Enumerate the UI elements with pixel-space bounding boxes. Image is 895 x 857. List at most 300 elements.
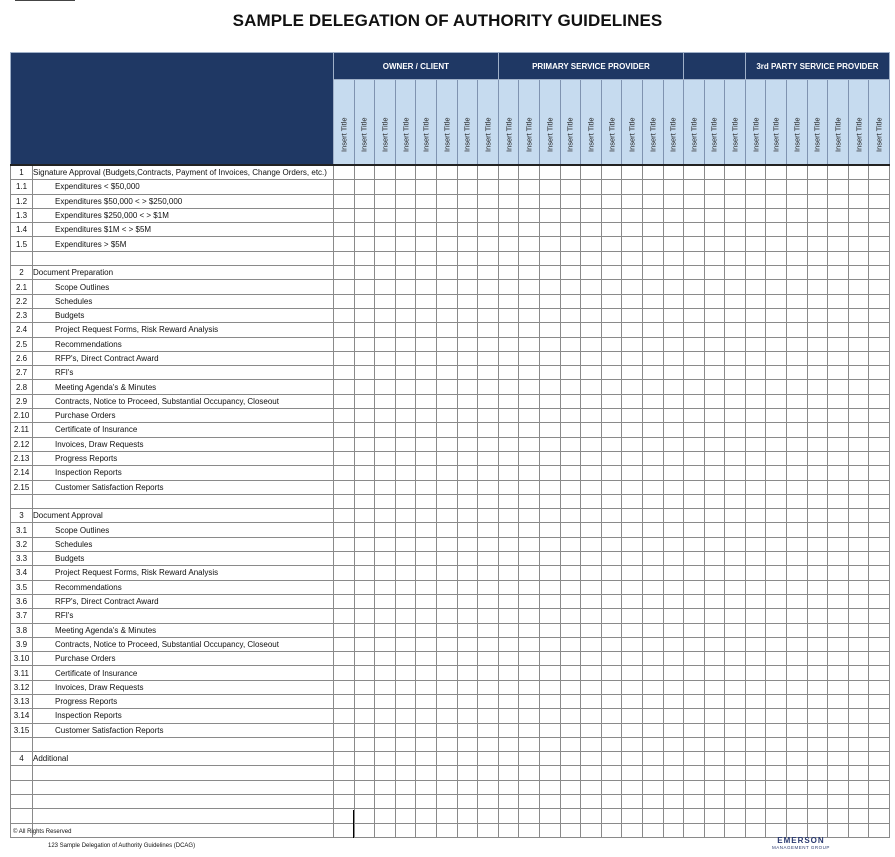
matrix-cell[interactable] <box>416 223 437 237</box>
matrix-cell[interactable] <box>725 423 746 437</box>
matrix-cell[interactable] <box>395 694 416 708</box>
matrix-cell[interactable] <box>807 666 828 680</box>
matrix-cell[interactable] <box>581 323 602 337</box>
matrix-cell[interactable] <box>848 208 869 222</box>
matrix-cell[interactable] <box>375 266 396 280</box>
matrix-cell[interactable] <box>704 623 725 637</box>
matrix-cell[interactable] <box>581 694 602 708</box>
matrix-cell[interactable] <box>828 194 849 208</box>
matrix-cell[interactable] <box>436 366 457 380</box>
matrix-cell[interactable] <box>395 494 416 508</box>
matrix-cell[interactable] <box>601 494 622 508</box>
matrix-cell[interactable] <box>581 237 602 251</box>
matrix-cell[interactable] <box>498 552 519 566</box>
matrix-cell[interactable] <box>560 594 581 608</box>
matrix-cell[interactable] <box>787 180 808 194</box>
matrix-cell[interactable] <box>416 637 437 651</box>
matrix-cell[interactable] <box>581 666 602 680</box>
matrix-cell[interactable] <box>787 795 808 809</box>
matrix-cell[interactable] <box>375 680 396 694</box>
matrix-cell[interactable] <box>787 494 808 508</box>
matrix-cell[interactable] <box>622 451 643 465</box>
matrix-cell[interactable] <box>684 165 705 180</box>
matrix-cell[interactable] <box>828 566 849 580</box>
matrix-cell[interactable] <box>828 737 849 751</box>
matrix-cell[interactable] <box>498 409 519 423</box>
matrix-cell[interactable] <box>684 494 705 508</box>
matrix-cell[interactable] <box>498 566 519 580</box>
matrix-cell[interactable] <box>704 523 725 537</box>
matrix-cell[interactable] <box>622 509 643 523</box>
matrix-cell[interactable] <box>807 294 828 308</box>
matrix-cell[interactable] <box>436 180 457 194</box>
matrix-cell[interactable] <box>395 266 416 280</box>
matrix-cell[interactable] <box>684 609 705 623</box>
matrix-cell[interactable] <box>848 580 869 594</box>
matrix-cell[interactable] <box>828 666 849 680</box>
column-title-header[interactable] <box>869 80 890 166</box>
matrix-cell[interactable] <box>395 437 416 451</box>
column-title-header[interactable] <box>395 80 416 166</box>
matrix-cell[interactable] <box>601 566 622 580</box>
matrix-cell[interactable] <box>869 466 890 480</box>
matrix-cell[interactable] <box>725 766 746 780</box>
matrix-cell[interactable] <box>601 680 622 694</box>
matrix-cell[interactable] <box>869 423 890 437</box>
matrix-cell[interactable] <box>622 280 643 294</box>
matrix-cell[interactable] <box>539 323 560 337</box>
matrix-cell[interactable] <box>704 795 725 809</box>
matrix-cell[interactable] <box>519 680 540 694</box>
matrix-cell[interactable] <box>725 466 746 480</box>
matrix-cell[interactable] <box>416 737 437 751</box>
matrix-cell[interactable] <box>745 323 766 337</box>
matrix-cell[interactable] <box>395 509 416 523</box>
matrix-cell[interactable] <box>828 694 849 708</box>
column-title-header[interactable] <box>498 80 519 166</box>
matrix-cell[interactable] <box>848 823 869 837</box>
matrix-cell[interactable] <box>581 294 602 308</box>
matrix-cell[interactable] <box>704 566 725 580</box>
matrix-cell[interactable] <box>601 652 622 666</box>
matrix-cell[interactable] <box>354 580 375 594</box>
matrix-cell[interactable] <box>642 251 663 265</box>
matrix-cell[interactable] <box>395 552 416 566</box>
matrix-cell[interactable] <box>807 480 828 494</box>
matrix-cell[interactable] <box>354 509 375 523</box>
matrix-cell[interactable] <box>478 280 499 294</box>
matrix-cell[interactable] <box>869 752 890 766</box>
matrix-cell[interactable] <box>334 308 355 322</box>
matrix-cell[interactable] <box>807 737 828 751</box>
matrix-cell[interactable] <box>519 780 540 794</box>
matrix-cell[interactable] <box>457 752 478 766</box>
matrix-cell[interactable] <box>807 494 828 508</box>
matrix-cell[interactable] <box>766 694 787 708</box>
matrix-cell[interactable] <box>787 266 808 280</box>
matrix-cell[interactable] <box>601 394 622 408</box>
matrix-cell[interactable] <box>787 366 808 380</box>
matrix-cell[interactable] <box>869 795 890 809</box>
matrix-cell[interactable] <box>519 723 540 737</box>
matrix-cell[interactable] <box>787 694 808 708</box>
matrix-cell[interactable] <box>354 752 375 766</box>
matrix-cell[interactable] <box>354 194 375 208</box>
matrix-cell[interactable] <box>395 766 416 780</box>
matrix-cell[interactable] <box>478 208 499 222</box>
matrix-cell[interactable] <box>684 737 705 751</box>
matrix-cell[interactable] <box>416 780 437 794</box>
matrix-cell[interactable] <box>581 466 602 480</box>
matrix-cell[interactable] <box>416 552 437 566</box>
matrix-cell[interactable] <box>539 165 560 180</box>
matrix-cell[interactable] <box>828 523 849 537</box>
matrix-cell[interactable] <box>560 337 581 351</box>
matrix-cell[interactable] <box>601 737 622 751</box>
matrix-cell[interactable] <box>416 652 437 666</box>
matrix-cell[interactable] <box>498 308 519 322</box>
matrix-cell[interactable] <box>704 366 725 380</box>
matrix-cell[interactable] <box>560 423 581 437</box>
matrix-cell[interactable] <box>642 652 663 666</box>
matrix-cell[interactable] <box>704 180 725 194</box>
matrix-cell[interactable] <box>560 609 581 623</box>
matrix-cell[interactable] <box>622 709 643 723</box>
matrix-cell[interactable] <box>457 366 478 380</box>
matrix-cell[interactable] <box>828 752 849 766</box>
matrix-cell[interactable] <box>436 380 457 394</box>
matrix-cell[interactable] <box>457 208 478 222</box>
matrix-cell[interactable] <box>354 366 375 380</box>
matrix-cell[interactable] <box>725 409 746 423</box>
matrix-cell[interactable] <box>766 366 787 380</box>
matrix-cell[interactable] <box>539 237 560 251</box>
matrix-cell[interactable] <box>354 308 375 322</box>
matrix-cell[interactable] <box>498 323 519 337</box>
matrix-cell[interactable] <box>828 308 849 322</box>
matrix-cell[interactable] <box>498 580 519 594</box>
matrix-cell[interactable] <box>354 666 375 680</box>
matrix-cell[interactable] <box>334 552 355 566</box>
matrix-cell[interactable] <box>334 809 355 823</box>
matrix-cell[interactable] <box>436 780 457 794</box>
matrix-cell[interactable] <box>395 323 416 337</box>
matrix-cell[interactable] <box>663 394 684 408</box>
matrix-cell[interactable] <box>519 537 540 551</box>
matrix-cell[interactable] <box>663 237 684 251</box>
matrix-cell[interactable] <box>539 823 560 837</box>
matrix-cell[interactable] <box>581 437 602 451</box>
matrix-cell[interactable] <box>581 823 602 837</box>
matrix-cell[interactable] <box>519 409 540 423</box>
matrix-cell[interactable] <box>766 580 787 594</box>
matrix-cell[interactable] <box>457 580 478 594</box>
matrix-cell[interactable] <box>436 623 457 637</box>
matrix-cell[interactable] <box>354 409 375 423</box>
matrix-cell[interactable] <box>478 652 499 666</box>
matrix-cell[interactable] <box>601 165 622 180</box>
matrix-cell[interactable] <box>642 280 663 294</box>
matrix-cell[interactable] <box>539 480 560 494</box>
matrix-cell[interactable] <box>581 795 602 809</box>
matrix-cell[interactable] <box>642 308 663 322</box>
matrix-cell[interactable] <box>766 509 787 523</box>
matrix-cell[interactable] <box>581 766 602 780</box>
matrix-cell[interactable] <box>436 323 457 337</box>
matrix-cell[interactable] <box>436 552 457 566</box>
matrix-cell[interactable] <box>436 294 457 308</box>
matrix-cell[interactable] <box>848 652 869 666</box>
matrix-cell[interactable] <box>395 480 416 494</box>
matrix-cell[interactable] <box>375 180 396 194</box>
matrix-cell[interactable] <box>663 680 684 694</box>
matrix-cell[interactable] <box>375 194 396 208</box>
matrix-cell[interactable] <box>539 337 560 351</box>
matrix-cell[interactable] <box>457 280 478 294</box>
matrix-cell[interactable] <box>519 351 540 365</box>
matrix-cell[interactable] <box>745 308 766 322</box>
matrix-cell[interactable] <box>601 537 622 551</box>
matrix-cell[interactable] <box>828 323 849 337</box>
matrix-cell[interactable] <box>375 623 396 637</box>
matrix-cell[interactable] <box>766 165 787 180</box>
matrix-cell[interactable] <box>560 280 581 294</box>
matrix-cell[interactable] <box>560 351 581 365</box>
matrix-cell[interactable] <box>354 480 375 494</box>
matrix-cell[interactable] <box>560 494 581 508</box>
matrix-cell[interactable] <box>581 266 602 280</box>
matrix-cell[interactable] <box>766 308 787 322</box>
matrix-cell[interactable] <box>663 780 684 794</box>
matrix-cell[interactable] <box>539 566 560 580</box>
matrix-cell[interactable] <box>601 623 622 637</box>
matrix-cell[interactable] <box>498 623 519 637</box>
matrix-cell[interactable] <box>766 294 787 308</box>
matrix-cell[interactable] <box>354 323 375 337</box>
matrix-cell[interactable] <box>869 494 890 508</box>
matrix-cell[interactable] <box>766 523 787 537</box>
matrix-cell[interactable] <box>663 594 684 608</box>
matrix-cell[interactable] <box>519 237 540 251</box>
matrix-cell[interactable] <box>684 823 705 837</box>
matrix-cell[interactable] <box>539 766 560 780</box>
matrix-cell[interactable] <box>848 337 869 351</box>
matrix-cell[interactable] <box>498 766 519 780</box>
matrix-cell[interactable] <box>519 437 540 451</box>
matrix-cell[interactable] <box>745 594 766 608</box>
matrix-cell[interactable] <box>478 223 499 237</box>
matrix-cell[interactable] <box>704 394 725 408</box>
matrix-cell[interactable] <box>560 237 581 251</box>
matrix-cell[interactable] <box>869 737 890 751</box>
matrix-cell[interactable] <box>725 537 746 551</box>
matrix-cell[interactable] <box>560 266 581 280</box>
matrix-cell[interactable] <box>745 623 766 637</box>
matrix-cell[interactable] <box>642 294 663 308</box>
matrix-cell[interactable] <box>354 180 375 194</box>
matrix-cell[interactable] <box>334 337 355 351</box>
matrix-cell[interactable] <box>725 509 746 523</box>
matrix-cell[interactable] <box>787 752 808 766</box>
matrix-cell[interactable] <box>601 723 622 737</box>
matrix-cell[interactable] <box>663 666 684 680</box>
matrix-cell[interactable] <box>375 766 396 780</box>
matrix-cell[interactable] <box>375 466 396 480</box>
matrix-cell[interactable] <box>478 766 499 780</box>
matrix-cell[interactable] <box>663 637 684 651</box>
matrix-cell[interactable] <box>416 594 437 608</box>
matrix-cell[interactable] <box>581 652 602 666</box>
matrix-cell[interactable] <box>684 323 705 337</box>
matrix-cell[interactable] <box>334 223 355 237</box>
matrix-cell[interactable] <box>787 737 808 751</box>
matrix-cell[interactable] <box>539 780 560 794</box>
matrix-cell[interactable] <box>663 180 684 194</box>
matrix-cell[interactable] <box>766 737 787 751</box>
matrix-cell[interactable] <box>354 637 375 651</box>
matrix-cell[interactable] <box>457 652 478 666</box>
matrix-cell[interactable] <box>601 795 622 809</box>
matrix-cell[interactable] <box>848 737 869 751</box>
matrix-cell[interactable] <box>539 366 560 380</box>
matrix-cell[interactable] <box>416 294 437 308</box>
matrix-cell[interactable] <box>704 294 725 308</box>
matrix-cell[interactable] <box>704 537 725 551</box>
matrix-cell[interactable] <box>787 480 808 494</box>
matrix-cell[interactable] <box>334 394 355 408</box>
matrix-cell[interactable] <box>354 523 375 537</box>
matrix-cell[interactable] <box>395 680 416 694</box>
matrix-cell[interactable] <box>375 666 396 680</box>
matrix-cell[interactable] <box>498 494 519 508</box>
matrix-cell[interactable] <box>848 451 869 465</box>
matrix-cell[interactable] <box>766 251 787 265</box>
matrix-cell[interactable] <box>519 251 540 265</box>
matrix-cell[interactable] <box>375 409 396 423</box>
matrix-cell[interactable] <box>869 523 890 537</box>
matrix-cell[interactable] <box>581 280 602 294</box>
matrix-cell[interactable] <box>416 208 437 222</box>
matrix-cell[interactable] <box>828 509 849 523</box>
matrix-cell[interactable] <box>766 752 787 766</box>
matrix-cell[interactable] <box>766 637 787 651</box>
matrix-cell[interactable] <box>519 694 540 708</box>
matrix-cell[interactable] <box>498 609 519 623</box>
matrix-cell[interactable] <box>581 594 602 608</box>
matrix-cell[interactable] <box>354 351 375 365</box>
matrix-cell[interactable] <box>498 237 519 251</box>
matrix-cell[interactable] <box>704 766 725 780</box>
matrix-cell[interactable] <box>560 523 581 537</box>
matrix-cell[interactable] <box>478 523 499 537</box>
matrix-cell[interactable] <box>787 337 808 351</box>
matrix-cell[interactable] <box>601 451 622 465</box>
matrix-cell[interactable] <box>725 809 746 823</box>
matrix-cell[interactable] <box>869 809 890 823</box>
matrix-cell[interactable] <box>519 552 540 566</box>
matrix-cell[interactable] <box>787 294 808 308</box>
matrix-cell[interactable] <box>416 337 437 351</box>
matrix-cell[interactable] <box>375 580 396 594</box>
matrix-cell[interactable] <box>622 165 643 180</box>
matrix-cell[interactable] <box>375 509 396 523</box>
matrix-cell[interactable] <box>354 380 375 394</box>
matrix-cell[interactable] <box>478 337 499 351</box>
matrix-cell[interactable] <box>354 423 375 437</box>
matrix-cell[interactable] <box>869 323 890 337</box>
matrix-cell[interactable] <box>498 680 519 694</box>
matrix-cell[interactable] <box>663 709 684 723</box>
matrix-cell[interactable] <box>869 537 890 551</box>
matrix-cell[interactable] <box>684 766 705 780</box>
matrix-cell[interactable] <box>663 337 684 351</box>
matrix-cell[interactable] <box>848 165 869 180</box>
matrix-cell[interactable] <box>478 509 499 523</box>
matrix-cell[interactable] <box>539 537 560 551</box>
matrix-cell[interactable] <box>807 308 828 322</box>
matrix-cell[interactable] <box>334 637 355 651</box>
matrix-cell[interactable] <box>375 223 396 237</box>
matrix-cell[interactable] <box>622 437 643 451</box>
matrix-cell[interactable] <box>478 609 499 623</box>
matrix-cell[interactable] <box>622 380 643 394</box>
column-title-header[interactable] <box>416 80 437 166</box>
matrix-cell[interactable] <box>869 437 890 451</box>
matrix-cell[interactable] <box>395 337 416 351</box>
matrix-cell[interactable] <box>334 351 355 365</box>
matrix-cell[interactable] <box>787 766 808 780</box>
matrix-cell[interactable] <box>436 709 457 723</box>
matrix-cell[interactable] <box>436 637 457 651</box>
matrix-cell[interactable] <box>745 552 766 566</box>
matrix-cell[interactable] <box>601 480 622 494</box>
matrix-cell[interactable] <box>354 795 375 809</box>
matrix-cell[interactable] <box>622 594 643 608</box>
matrix-cell[interactable] <box>684 337 705 351</box>
matrix-cell[interactable] <box>395 366 416 380</box>
matrix-cell[interactable] <box>581 423 602 437</box>
matrix-cell[interactable] <box>601 251 622 265</box>
matrix-cell[interactable] <box>787 251 808 265</box>
matrix-cell[interactable] <box>787 208 808 222</box>
matrix-cell[interactable] <box>334 780 355 794</box>
matrix-cell[interactable] <box>766 494 787 508</box>
matrix-cell[interactable] <box>828 809 849 823</box>
matrix-cell[interactable] <box>828 652 849 666</box>
matrix-cell[interactable] <box>601 509 622 523</box>
matrix-cell[interactable] <box>787 509 808 523</box>
matrix-cell[interactable] <box>436 766 457 780</box>
matrix-cell[interactable] <box>869 337 890 351</box>
matrix-cell[interactable] <box>684 666 705 680</box>
matrix-cell[interactable] <box>457 523 478 537</box>
matrix-cell[interactable] <box>704 709 725 723</box>
matrix-cell[interactable] <box>498 509 519 523</box>
matrix-cell[interactable] <box>478 809 499 823</box>
matrix-cell[interactable] <box>601 351 622 365</box>
matrix-cell[interactable] <box>869 208 890 222</box>
matrix-cell[interactable] <box>848 594 869 608</box>
matrix-cell[interactable] <box>416 437 437 451</box>
matrix-cell[interactable] <box>375 480 396 494</box>
matrix-cell[interactable] <box>704 237 725 251</box>
matrix-cell[interactable] <box>436 680 457 694</box>
matrix-cell[interactable] <box>766 566 787 580</box>
column-title-header[interactable] <box>642 80 663 166</box>
matrix-cell[interactable] <box>601 423 622 437</box>
matrix-cell[interactable] <box>663 823 684 837</box>
matrix-cell[interactable] <box>828 165 849 180</box>
